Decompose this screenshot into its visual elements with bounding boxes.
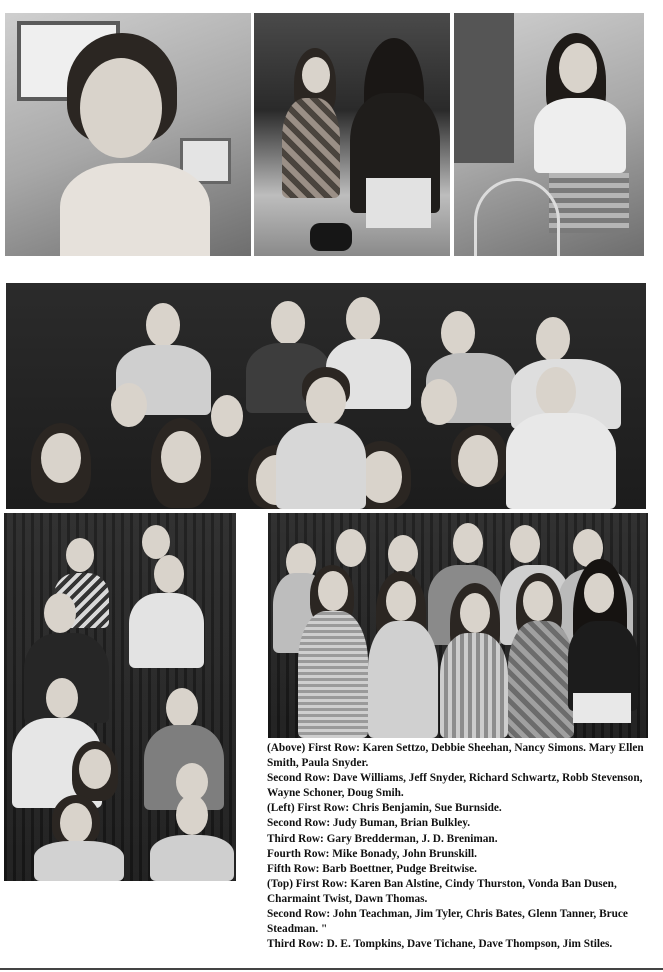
- caption-block: [267, 741, 657, 952]
- caption-line-left-fourth-row: Fourth Row: Mike Bonady, John Brunskill.: [267, 847, 477, 860]
- photo-group-top: [268, 513, 648, 738]
- caption-line-above-first-row: (Above) First Row: Karen Settzo, Debbie Sheehan, Nancy Simons. Mary Ellen Smith, Paula Snyder.: [267, 742, 644, 770]
- caption-line-above-second-row: Second Row: Dave Williams, Jeff Snyder, Richard Schwartz, Robb Stevenson, Wayne Schoner, Doug Smih.: [267, 772, 643, 800]
- caption-line-left-fifth-row: Fifth Row: Barb Boettner, Pudge Breitwise.: [267, 862, 477, 875]
- caption-line-left-third-row: Third Row: Gary Bredderman, J. D. Breniman.: [267, 832, 498, 845]
- caption-line-top-second-row: Second Row: John Teachman, Jim Tyler, Chris Bates, Glenn Tanner, Bruce Steadman. ": [267, 908, 628, 936]
- photo-group-above: [6, 283, 646, 509]
- photo-hallway: [254, 13, 450, 256]
- caption-line-left-first-row: (Left) First Row: Chris Benjamin, Sue Burnside.: [267, 802, 502, 815]
- photo-portrait-girl: [5, 13, 251, 256]
- caption-line-top-first-row: (Top) First Row: Karen Ban Alstine, Cindy Thurston, Vonda Ban Dusen, Charmaint Twist, Dawn Thomas.: [267, 877, 617, 905]
- page-bottom-rule: [0, 968, 663, 970]
- caption-line-top-third-row: Third Row: D. E. Tompkins, Dave Tichane, Dave Thompson, Jim Stiles.: [267, 938, 613, 951]
- caption-line-left-second-row: Second Row: Judy Buman, Brian Bulkley.: [267, 817, 471, 830]
- photo-seated-girl: [454, 13, 644, 256]
- photo-group-left: [4, 513, 236, 881]
